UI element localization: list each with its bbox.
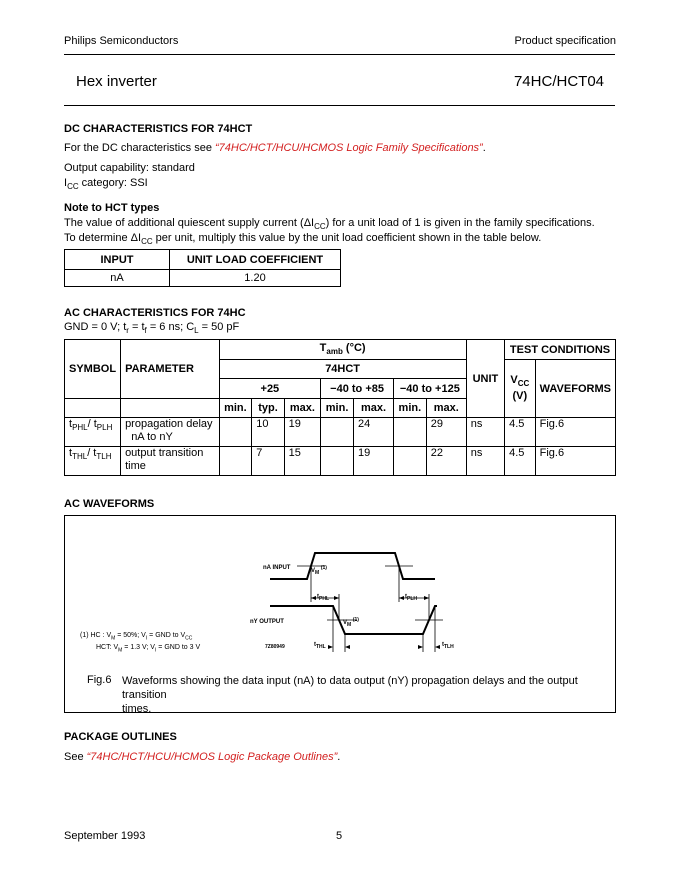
note-line-2: To determine $\Delta I_{CC}$ per unit, multiply this value by the unit load coefficient shown in the table below. <box>64 232 542 247</box>
family-spec-link[interactable]: “74HC/HCT/HCU/HCMOS Logic Family Specifications” <box>215 142 483 154</box>
table-row <box>65 418 616 447</box>
max-25-cell: 15 <box>284 447 321 476</box>
col-max: max. <box>426 399 466 418</box>
ac-heading: AC CHARACTERISTICS FOR 74HC <box>64 307 246 319</box>
note-hc: (1) HC : $V_M = 50\%$; $V_I$ = GND to $V_{CC}$ <box>80 632 193 642</box>
ttlh-label: $t_{TLH}$ <box>442 642 454 651</box>
vcc-cell: 4.5 <box>505 418 536 447</box>
col-vcc: $V_{CC}$ (V) <box>505 360 536 418</box>
max-125-cell: 22 <box>426 447 466 476</box>
col-unit: UNIT <box>466 340 504 418</box>
tphl-label: $t_{PHL}$ <box>317 594 329 603</box>
max-85-cell: 19 <box>354 447 394 476</box>
waveform-figure <box>64 515 616 713</box>
footer-date: September 1993 <box>64 830 146 842</box>
waveform-cell: Fig.6 <box>535 418 615 447</box>
ny-output-label: nY OUTPUT <box>250 619 284 625</box>
part-number: 74HC/HCT04 <box>513 73 604 90</box>
col-temp-85: −40 to +85 <box>321 379 394 399</box>
col-input: INPUT <box>65 250 170 270</box>
header-rule <box>64 54 615 55</box>
col-max: max. <box>284 399 321 418</box>
document-type: Product specification <box>514 35 616 47</box>
col-unit-load-coefficient: UNIT LOAD COEFFICIENT <box>170 250 341 270</box>
min-85-cell <box>321 447 354 476</box>
max-85-cell: 24 <box>354 418 394 447</box>
unit-cell: ns <box>466 418 504 447</box>
vm-input-label: $V_M$ $^{(1)}$ <box>311 565 327 577</box>
col-temp-125: −40 to +125 <box>393 379 466 399</box>
col-tamb: $T_{amb}$ (°C) <box>219 340 466 360</box>
note-line-1: The value of additional quiescent supply current $(\Delta I_{CC})$ for a unit load of 1 is given in the family specifications. <box>64 217 595 232</box>
max-25-cell: 19 <box>284 418 321 447</box>
unit-load-table <box>64 249 341 287</box>
col-symbol: SYMBOL <box>65 340 121 399</box>
table-row <box>65 447 616 476</box>
package-text: See “74HC/HCT/HCU/HCMOS Logic Package Outlines”. <box>64 751 341 763</box>
col-family: 74HCT <box>219 360 466 379</box>
coefficient-value: 1.20 <box>170 270 341 287</box>
package-heading: PACKAGE OUTLINES <box>64 731 177 743</box>
ac-conditions: GND = 0 V; $t_r = t_f = 6$ ns; $C_L = 50$ pF <box>64 321 240 336</box>
waveform-notes <box>80 631 200 656</box>
col-typ: typ. <box>252 399 284 418</box>
col-test-conditions: TEST CONDITIONS <box>505 340 616 360</box>
col-min: min. <box>393 399 426 418</box>
vcc-cell: 4.5 <box>505 447 536 476</box>
min-25-cell <box>219 418 252 447</box>
figure-label: Fig.6 <box>87 674 112 686</box>
page-number: 5 <box>336 830 343 842</box>
output-capability: Output capability: standard <box>64 162 195 174</box>
symbol-cell: $t_{THL}/$ $t_{TLH}$ <box>65 447 121 476</box>
parameter-cell: output transition time <box>121 447 219 476</box>
na-input-label: nA INPUT <box>263 565 291 571</box>
unit-cell: ns <box>466 447 504 476</box>
min-85-cell <box>321 418 354 447</box>
dc-intro: For the DC characteristics see “74HC/HCT/HCU/HCMOS Logic Family Specifications”. <box>64 142 486 154</box>
col-waveforms: WAVEFORMS <box>535 360 615 418</box>
tplh-label: $t_{PLH}$ <box>405 594 417 603</box>
typ-25-cell: 7 <box>252 447 284 476</box>
input-value: nA <box>65 270 170 287</box>
col-parameter: PARAMETER <box>121 340 219 399</box>
typ-25-cell: 10 <box>252 418 284 447</box>
parameter-cell: propagation delay nA to nY <box>121 418 219 447</box>
figure-caption: Waveforms showing the data input (nA) to data output (nY) propagation delays and the output transition times. <box>122 675 578 715</box>
vm-output-label: $V_M$ $^{(1)}$ <box>343 617 359 629</box>
tthl-label: $t_{THL}$ <box>314 642 326 651</box>
symbol-cell: $t_{PHL}/$ $t_{PLH}$ <box>65 418 121 447</box>
waveforms-heading: AC WAVEFORMS <box>64 498 155 510</box>
min-125-cell <box>393 418 426 447</box>
col-temp-25: +25 <box>219 379 321 399</box>
package-outlines-link[interactable]: “74HC/HCT/HCU/HCMOS Logic Package Outlines” <box>86 751 338 763</box>
max-125-cell: 29 <box>426 418 466 447</box>
col-min: min. <box>321 399 354 418</box>
min-125-cell <box>393 447 426 476</box>
note-heading: Note to HCT types <box>64 202 160 214</box>
company-name: Philips Semiconductors <box>64 35 179 47</box>
min-25-cell <box>219 447 252 476</box>
waveform-cell: Fig.6 <box>535 447 615 476</box>
col-min: min. <box>219 399 252 418</box>
page-title: Hex inverter <box>76 73 157 90</box>
title-rule <box>64 105 615 106</box>
col-max: max. <box>354 399 394 418</box>
ac-characteristics-table <box>64 339 616 476</box>
icc-category: $I_{CC}$ category: SSI <box>64 177 148 192</box>
note-hct: HCT: $V_M = 1.3$ V; $V_I$ = GND to 3 V <box>96 644 201 654</box>
figure-code: 7Z80949 <box>265 644 285 650</box>
dc-heading: DC CHARACTERISTICS FOR 74HCT <box>64 123 253 135</box>
